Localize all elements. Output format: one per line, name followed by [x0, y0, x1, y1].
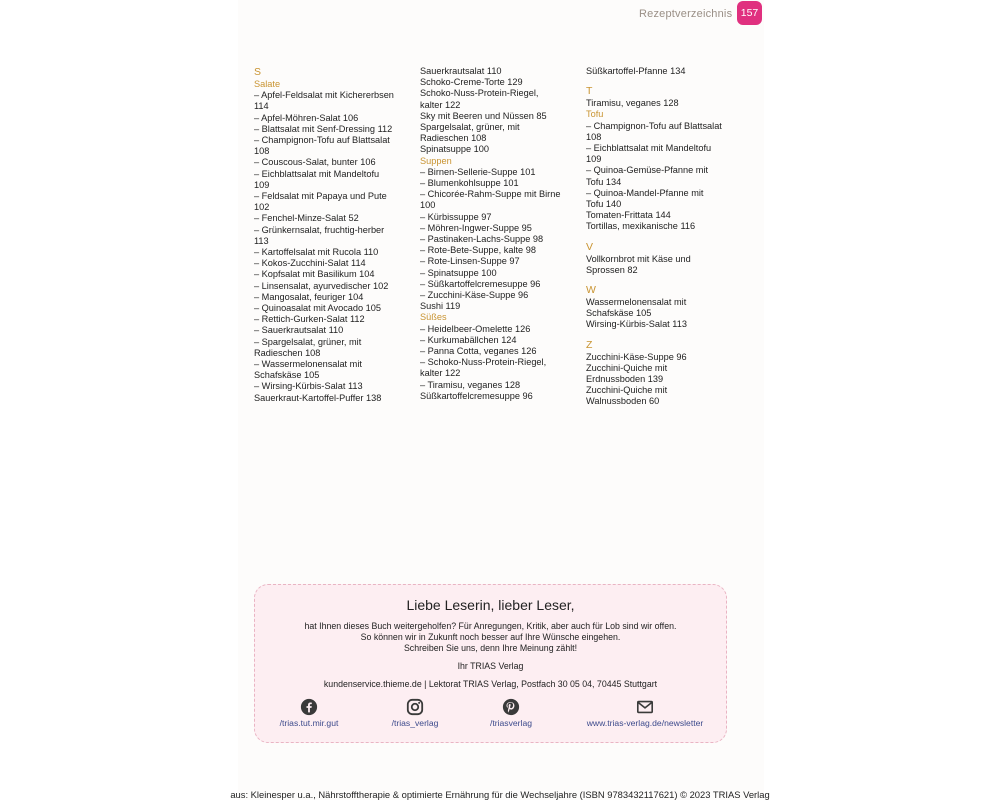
index-entry: Sauerkrautsalat 110 — [420, 66, 502, 76]
index-entry: Wassermelonensalat mit — [586, 297, 687, 308]
index-entry: Süßkartoffelcremesuppe 96 — [420, 390, 533, 401]
index-subentry: – Rote-Linsen-Suppe 97 — [420, 256, 520, 267]
index-entry-continuation: Walnussboden 60 — [586, 396, 660, 407]
index-subentry: – Quinoa-Gemüse-Pfanne mit — [586, 165, 709, 176]
reader-feedback-box — [254, 584, 727, 743]
index-subentry: – Eichblattsalat mit Mandeltofu — [254, 168, 380, 179]
feedback-line: hat Ihnen dieses Buch weitergeholfen? Für Anregungen, Kritik, aber auch für Lob sind wir offen. — [304, 621, 677, 631]
index-entry: Sky mit Beeren und Nüssen 85 — [420, 110, 547, 121]
index-entry-continuation: 108 — [586, 131, 602, 142]
facebook-icon — [300, 698, 318, 716]
index-subentry: – Heidelbeer-Omelette 126 — [420, 323, 531, 334]
index-subheading: Tofu — [586, 109, 604, 120]
index-subentry: – Couscous-Salat, bunter 106 — [254, 157, 376, 168]
index-subentry: – Panna Cotta, veganes 126 — [420, 346, 537, 357]
index-entry-continuation: Erdnussboden 139 — [586, 374, 664, 385]
index-subentry: – Mangosalat, feuriger 104 — [254, 291, 364, 302]
feedback-line: So können wir in Zukunft noch besser auf Ihre Wünsche eingehen. — [360, 632, 621, 643]
index-entry-continuation: 100 — [420, 200, 436, 211]
index-subentry: – Apfel-Feldsalat mit Kichererbsen — [254, 90, 394, 101]
index-subentry: – Blattsalat mit Senf-Dressing 112 — [254, 123, 393, 134]
social-instagram[interactable] — [377, 698, 453, 728]
index-subentry: – Wassermelonensalat mit — [254, 359, 362, 370]
index-subentry: – Eichblattsalat mit Mandeltofu — [586, 143, 712, 154]
section-gap — [586, 77, 736, 85]
index-subheading: Suppen — [420, 155, 452, 166]
feedback-text — [255, 621, 726, 655]
index-entry: Sauerkraut-Kartoffel-Puffer 138 — [254, 392, 382, 403]
index-subentry: – Kopfsalat mit Basilikum 104 — [254, 269, 375, 280]
index-entry: Sushi 119 — [420, 301, 461, 312]
index-entry-continuation: Schafskäse 105 — [586, 308, 652, 319]
index-entry-continuation: Tofu 140 — [586, 199, 622, 210]
index-subentry: – Kurkumabällchen 124 — [420, 334, 517, 345]
social-pinterest[interactable] — [477, 698, 545, 728]
index-entry: Süßkartoffel-Pfanne 134 — [586, 66, 686, 76]
index-letter: V — [586, 240, 594, 253]
contact-line: kundenservice.thieme.de | Lektorat TRIAS Verlag, Postfach 30 05 04, 70445 Stuttgart — [323, 679, 658, 689]
index-subentry: – Birnen-Sellerie-Suppe 101 — [420, 166, 536, 177]
index-entry: Schoko-Nuss-Protein-Riegel, — [420, 88, 539, 99]
index-subentry: – Schoko-Nuss-Protein-Riegel, — [420, 357, 547, 368]
index-entry: Tiramisu, veganes 128 — [586, 98, 679, 109]
index-entry-continuation: kalter 122 — [420, 368, 461, 379]
feedback-title: Liebe Leserin, lieber Leser, — [406, 597, 575, 613]
feedback-line: Schreiben Sie uns, denn Ihre Meinung zählt! — [403, 643, 578, 654]
index-entry: Wirsing-Kürbis-Salat 113 — [586, 319, 687, 330]
instagram-icon — [406, 698, 424, 716]
section-gap — [586, 331, 736, 339]
index-subentry: – Kürbissuppe 97 — [420, 211, 492, 222]
index-subentry: – Kokos-Zucchini-Salat 114 — [254, 258, 366, 269]
index-entry-continuation: 108 — [254, 146, 270, 157]
copyright-footer: aus: Kleinesper u.a., Nährstofftherapie & optimierte Ernährung für die Wechseljahre (ISBN 9783432117621) © 2023 TRIAS Verlag — [230, 789, 770, 800]
newsletter-link: www.trias-verlag.de/newsletter — [586, 718, 704, 728]
index-entry: Zucchini-Käse-Suppe 96 — [586, 351, 687, 362]
section-title: Rezeptverzeichnis — [639, 8, 733, 20]
index-subentry: – Zucchini-Käse-Suppe 96 — [420, 290, 529, 301]
index-subentry: – Quinoasalat mit Avocado 105 — [254, 303, 382, 314]
index-subentry: – Quinoa-Mandel-Pfanne mit — [586, 187, 704, 198]
instagram-handle: /trias_verlag — [391, 718, 439, 728]
index-subentry: – Apfel-Möhren-Salat 106 — [254, 112, 359, 123]
index-subentry: – Rote-Bete-Suppe, kalte 98 — [420, 245, 536, 256]
index-entry-continuation: Radieschen 108 — [254, 347, 321, 358]
index-subentry: – Kartoffelsalat mit Rucola 110 — [254, 247, 379, 258]
facebook-handle: /trias.tut.mir.gut — [279, 718, 339, 728]
index-subentry: – Süßkartoffelcremesuppe 96 — [420, 278, 541, 289]
pinterest-handle: /triasverlag — [489, 718, 533, 728]
index-subentry: – Champignon-Tofu auf Blattsalat — [586, 120, 722, 131]
index-subentry: – Tiramisu, veganes 128 — [420, 379, 521, 390]
index-letter: Z — [586, 338, 593, 351]
index-entry-continuation: 109 — [254, 179, 270, 190]
index-subentry: – Linsensalat, ayurvedischer 102 — [254, 280, 389, 291]
index-entry: Tomaten-Frittata 144 — [586, 210, 671, 221]
index-column-2 — [420, 66, 580, 402]
index-entry-continuation: 109 — [586, 154, 602, 165]
index-subentry: – Chicorée-Rahm-Suppe mit Birne — [420, 189, 561, 200]
index-entry: Zucchini-Quiche mit — [586, 362, 668, 373]
index-letter: T — [586, 85, 593, 98]
mail-icon — [636, 698, 654, 716]
index-entry-continuation: Tofu 134 — [586, 176, 622, 187]
index-subentry: – Pastinaken-Lachs-Suppe 98 — [420, 234, 544, 245]
index-subheading: Süßes — [420, 312, 447, 323]
index-column-1 — [254, 66, 414, 404]
index-subentry: – Fenchel-Minze-Salat 52 — [254, 213, 359, 224]
index-entry-continuation: 113 — [254, 235, 269, 246]
index-entry: Vollkornbrot mit Käse und — [586, 253, 691, 264]
index-entry-continuation: 102 — [254, 202, 270, 213]
index-subentry: – Grünkernsalat, fruchtig-herber — [254, 224, 385, 235]
index-subentry: – Feldsalat mit Papaya und Pute — [254, 191, 387, 202]
index-entry-continuation: Schafskäse 105 — [254, 370, 320, 381]
social-newsletter[interactable] — [575, 698, 715, 728]
index-letter: W — [586, 284, 596, 297]
index-letter: S — [254, 66, 262, 78]
index-column-3 — [586, 66, 736, 408]
social-facebook[interactable] — [269, 698, 349, 728]
index-subentry: – Champignon-Tofu auf Blattsalat — [254, 135, 390, 146]
index-entry-continuation: Sprossen 82 — [586, 264, 638, 275]
index-subentry: – Spinatsuppe 100 — [420, 267, 497, 278]
index-subentry: – Spargelsalat, grüner, mit — [254, 336, 362, 347]
index-entry: Schoko-Creme-Torte 129 — [420, 77, 523, 88]
publisher-signature: Ihr TRIAS Verlag — [457, 661, 524, 671]
index-entry-continuation: 114 — [254, 101, 269, 112]
index-entry: Spinatsuppe 100 — [420, 144, 489, 155]
section-gap — [586, 276, 736, 284]
index-subentry: – Rettich-Gurken-Salat 112 — [254, 314, 365, 325]
section-gap — [586, 233, 736, 241]
page-number-badge: 157 — [737, 1, 762, 25]
index-entry-continuation: kalter 122 — [420, 99, 461, 110]
pinterest-icon — [502, 698, 520, 716]
index-entry-continuation: Radieschen 108 — [420, 133, 487, 144]
index-subentry: – Möhren-Ingwer-Suppe 95 — [420, 222, 532, 233]
index-entry: Spargelsalat, grüner, mit — [420, 122, 520, 133]
index-entry: Zucchini-Quiche mit — [586, 385, 668, 396]
index-subentry: – Blumenkohlsuppe 101 — [420, 178, 519, 189]
index-entry: Tortillas, mexikanische 116 — [586, 221, 696, 232]
index-subheading: Salate — [254, 79, 281, 89]
index-subentry: – Wirsing-Kürbis-Salat 113 — [254, 381, 363, 392]
index-subentry: – Sauerkrautsalat 110 — [254, 325, 344, 336]
